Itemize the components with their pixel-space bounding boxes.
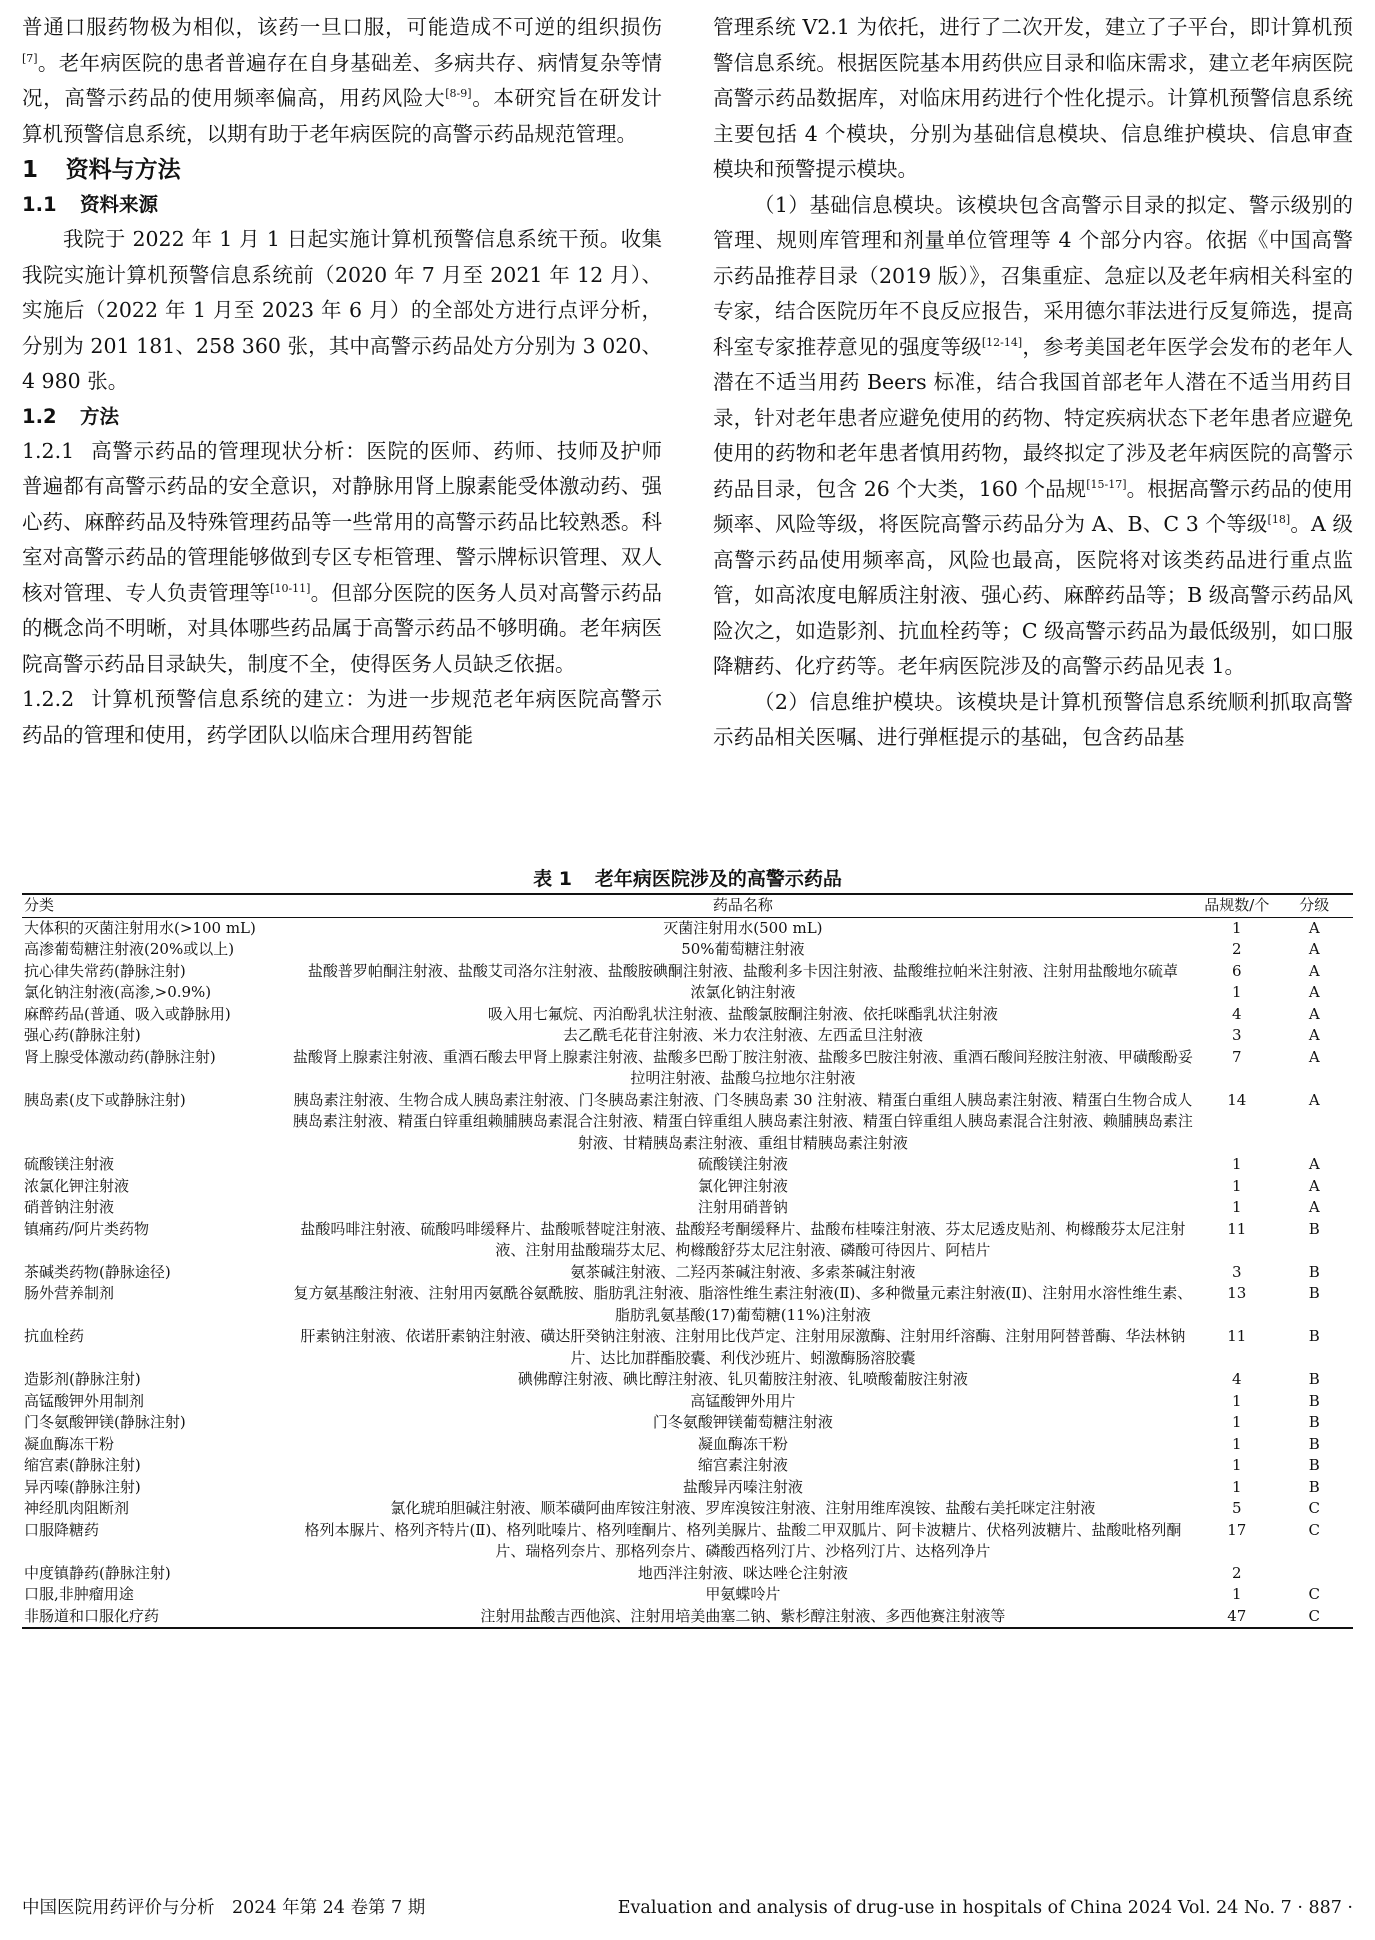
cell-drug-name: 去乙酰毛花苷注射液、米力农注射液、左西孟旦注射液 [562, 1026, 923, 1044]
table-row [22, 1498, 1353, 1520]
table-row [22, 982, 1353, 1004]
table-row [22, 1262, 1353, 1284]
table-row [22, 1219, 1353, 1262]
cell-drug-name: 肝素钠注射液、依诺肝素钠注射液、磺达肝癸钠注射液、注射用比伐芦定、注射用尿激酶、注射用纤溶酶、注射用阿替普酶、华法林钠片、达比加群酯胶囊、利伐沙班片、蚓激酶肠溶胶囊 [300, 1327, 1186, 1367]
cell-grade: A [1308, 940, 1320, 958]
footer-journal-en: Evaluation and analysis of drug-use in hospitals of China 2024 Vol. 24 No. 7 · 887 · [617, 1898, 1353, 1918]
table-row [22, 1391, 1353, 1413]
cell-spec-count: 14 [1227, 1090, 1247, 1109]
cell-category: 硫酸镁注射液 [24, 1155, 115, 1173]
info-maintenance-module-paragraph: （2）信息维护模块。该模块是计算机预警信息系统顺利抓取高警示药品相关医嘱、进行弹框提示的基础，包含药品基 [713, 689, 1353, 749]
section-heading-1-2: 1.2 方法 [22, 404, 119, 428]
table-row [22, 1197, 1353, 1219]
cell-grade: B [1308, 1262, 1320, 1281]
cell-category: 中度镇静药(静脉注射) [24, 1563, 171, 1582]
cell-spec-count: 13 [1227, 1284, 1247, 1302]
cell-category: 胰岛素(皮下或静脉注射) [24, 1090, 186, 1109]
cell-drug-name: 氯化钾注射液 [697, 1176, 788, 1195]
cell-grade: A [1308, 1090, 1320, 1109]
cell-spec-count: 3 [1232, 1262, 1242, 1281]
cell-grade: A [1308, 1047, 1320, 1066]
cell-category: 高渗葡萄糖注射液(20%或以上) [24, 940, 235, 958]
table-row [22, 1584, 1353, 1606]
cell-spec-count: 6 [1232, 961, 1242, 980]
cell-category: 凝血酶冻干粉 [24, 1434, 115, 1453]
table-row [22, 1326, 1353, 1369]
cell-spec-count: 1 [1232, 918, 1242, 937]
cell-category: 茶碱类药物(静脉途径) [24, 1262, 171, 1281]
table-row [22, 1412, 1353, 1434]
cell-drug-name: 碘佛醇注射液、碘比醇注射液、钆贝葡胺注射液、钆喷酸葡胺注射液 [517, 1370, 968, 1388]
cell-spec-count: 1 [1232, 1456, 1242, 1474]
cell-drug-name: 盐酸肾上腺素注射液、重酒石酸去甲肾上腺素注射液、盐酸多巴酚丁胺注射液、盐酸多巴胺注射液、重酒石酸间羟胺注射液、甲磺酸酚妥拉明注射液、盐酸乌拉地尔注射液 [292, 1047, 1193, 1087]
cell-grade: C [1308, 1585, 1321, 1603]
cell-category: 缩宫素(静脉注射) [24, 1456, 141, 1474]
cell-grade: A [1308, 1176, 1320, 1195]
cell-grade: B [1308, 1370, 1320, 1388]
cell-category: 大体积的灭菌注射用水(>100 mL) [24, 918, 256, 937]
cell-category: 门冬氨酸钾镁(静脉注射) [24, 1413, 186, 1431]
table-row [22, 1154, 1353, 1176]
table-row [22, 1047, 1353, 1090]
cell-grade: B [1308, 1327, 1320, 1345]
footer-journal-cn: 中国医院用药评价与分析 2024 年第 24 卷第 7 期 [22, 1898, 426, 1918]
cell-category: 镇痛药/阿片类药物 [24, 1219, 150, 1238]
subsection-1-2-2: 1.2.2 计算机预警信息系统的建立：为进一步规范老年病医院高警示药品的管理和使用，药学团队以临床合理用药智能 [22, 687, 662, 747]
cell-grade: A [1308, 983, 1320, 1001]
basic-info-module-paragraph: （1）基础信息模块。该模块包含高警示目录的拟定、警示级别的管理、规则库管理和剂量单位管理等 4 个部分内容。依据《中国高警示药品推荐目录（2019 版）》，召集重症、急症以及老年病相关科室的专家，结合医院历年不良反应报告，采用德尔菲法进行反复筛选，提高科室专家推荐意见的强度等级[12-14]，参考美国老年医学会发布的老年人潜在不适当用药 Beers 标准，结合我国首部老年人潜在不适当用药目录，针对老年患者应避免使用的药物、特定疾病状态下老年患者应避免使用的药物和老年患者慎用药物，最终拟定了涉及老年病医院的高警示药品目录，包含 26 个大类，160 个品规[15-17]。根据高警示药品的使用频率、风险等级，将医院高警示药品分为 A、B、C 3 个等级[18]。A 级高警示药品使用频率高，风险也最高，医院将对该类药品进行重点监管，如高浓度电解质注射液、强心药、麻醉药品等；B 级高警示药品风险次之，如造影剂、抗血栓药等；C 级高警示药品为最低级别，如口服降糖药、化疗药等。老年病医院涉及的高警示药品见表 1。 [713, 192, 1354, 678]
cell-spec-count: 17 [1227, 1520, 1247, 1539]
table-row [22, 1520, 1353, 1563]
cell-drug-name: 氨茶碱注射液、二羟丙茶碱注射液、多索茶碱注射液 [570, 1262, 916, 1281]
citation[interactable]: [12-14] [981, 335, 1023, 349]
cell-drug-name: 格列本脲片、格列齐特片(Ⅱ)、格列吡嗪片、格列喹酮片、格列美脲片、盐酸二甲双胍片、阿卡波糖片、伏格列波糖片、盐酸吡格列酮片、瑞格列奈片、那格列奈片、磷酸西格列汀片、沙格列汀片、达格列净片 [304, 1520, 1182, 1560]
cell-grade: B [1308, 1434, 1320, 1453]
cell-grade: C [1308, 1520, 1321, 1539]
cell-drug-name: 浓氯化钠注射液 [690, 983, 796, 1001]
table-row [22, 1176, 1353, 1198]
cell-spec-count: 1 [1232, 1585, 1242, 1603]
cell-grade: B [1308, 1413, 1320, 1431]
table-row [22, 1606, 1353, 1629]
cell-spec-count: 1 [1232, 1434, 1242, 1453]
cell-grade: B [1308, 1477, 1320, 1496]
cell-drug-name: 盐酸吗啡注射液、硫酸吗啡缓释片、盐酸哌替啶注射液、盐酸羟考酮缓释片、盐酸布桂嗪注射液、芬太尼透皮贴剂、枸橼酸芬太尼注射液、注射用盐酸瑞芬太尼、枸橼酸舒芬太尼注射液、磷酸可待因片、阿桔片 [300, 1219, 1186, 1259]
cell-grade: C [1308, 1606, 1321, 1625]
cell-category: 麻醉药品(普通、吸入或静脉用) [24, 1004, 231, 1023]
subsection-1-2-1: 1.2.1 高警示药品的管理现状分析：医院的医师、药师、技师及护师普遍都有高警示药品的安全意识，对静脉用肾上腺素能受体激动药、强心药、麻醉药品及特殊管理药品等一些常用的高警示药品比较熟悉。科室对高警示药品的管理能够做到专区专柜管理、警示牌标识管理、双人核对管理、专人负责管理等[10-11]。但部分医院的医务人员对高警示药品的概念尚不明晰，对具体哪些药品属于高警示药品不够明确。老年病医院高警示药品目录缺失，制度不全，使得医务人员缺乏依据。 [22, 438, 663, 676]
cell-category: 氯化钠注射液(高渗,>0.9%) [24, 983, 212, 1001]
citation[interactable]: [7] [22, 51, 38, 65]
table-header-row [22, 894, 1353, 917]
cell-drug-name: 盐酸异丙嗪注射液 [682, 1477, 803, 1496]
cell-spec-count: 5 [1232, 1499, 1242, 1517]
citation[interactable]: [15-17] [1086, 477, 1127, 491]
table-row [22, 917, 1353, 939]
cell-category: 异丙嗪(静脉注射) [24, 1477, 141, 1496]
table-row [22, 1477, 1353, 1499]
cell-grade: A [1308, 1155, 1320, 1173]
cell-grade: B [1308, 1391, 1320, 1410]
cell-drug-name: 吸入用七氟烷、丙泊酚乳状注射液、盐酸氯胺酮注射液、依托咪酯乳状注射液 [487, 1004, 998, 1023]
cell-drug-name: 盐酸普罗帕酮注射液、盐酸艾司洛尔注射液、盐酸胺碘酮注射液、盐酸利多卡因注射液、盐酸维拉帕米注射液、注射用盐酸地尔硫䓬 [307, 961, 1178, 980]
cell-drug-name: 凝血酶冻干粉 [697, 1434, 788, 1453]
cell-spec-count: 11 [1227, 1219, 1247, 1238]
cell-drug-name: 硫酸镁注射液 [697, 1155, 788, 1173]
cell-drug-name: 甲氨蝶呤片 [705, 1585, 781, 1603]
page-footer [22, 1896, 1353, 1920]
cell-spec-count: 3 [1232, 1026, 1242, 1044]
header-grade: 分级 [1276, 894, 1353, 917]
cell-category: 肾上腺受体激动药(静脉注射) [24, 1047, 216, 1066]
cell-drug-name: 灭菌注射用水(500 mL) [663, 918, 823, 937]
citation[interactable]: [10-11] [270, 581, 311, 595]
section-heading-1-1: 1.1 资料来源 [22, 193, 158, 216]
cell-grade: A [1308, 961, 1320, 980]
two-column-body [22, 10, 1353, 866]
citation[interactable]: [8-9] [445, 87, 472, 100]
cell-category: 硝普钠注射液 [24, 1198, 115, 1216]
data-source-paragraph: 我院于 2022 年 1 月 1 日起实施计算机预警信息系统干预。收集我院实施计算机预警信息系统前（2020 年 7 月至 2021 年 12 月）、实施后（2022 年 1 月至 2023 年 6 月）的全部处方进行点评分析，分别为 201 181、258 360 张，其中高警示药品处方分别为 3 020、4 980 张。 [22, 227, 662, 393]
cell-drug-name: 氯化琥珀胆碱注射液、顺苯磺阿曲库铵注射液、罗库溴铵注射液、注射用维库溴铵、盐酸右美托咪定注射液 [390, 1499, 1096, 1517]
table-row [22, 1434, 1353, 1456]
cell-spec-count: 1 [1232, 1155, 1242, 1173]
table-row [22, 1563, 1353, 1585]
cell-drug-name: 缩宫素注射液 [697, 1456, 788, 1474]
table-title: 表 1 老年病医院涉及的高警示药品 [533, 868, 842, 890]
cell-spec-count: 11 [1227, 1327, 1247, 1345]
cell-grade: C [1308, 1499, 1321, 1517]
cell-category: 口服降糖药 [24, 1520, 100, 1539]
cell-drug-name: 50%葡萄糖注射液 [681, 940, 805, 958]
table-row [22, 1004, 1353, 1026]
cell-category: 非肠道和口服化疗药 [24, 1606, 160, 1625]
table-row [22, 1455, 1353, 1477]
cell-drug-name: 胰岛素注射液、生物合成人胰岛素注射液、门冬胰岛素注射液、门冬胰岛素 30 注射液、精蛋白重组人胰岛素注射液、精蛋白生物合成人胰岛素注射液、精蛋白锌重组赖脯胰岛素混合注射液、精蛋白锌重组人胰岛素注射液、精蛋白锌重组人胰岛素混合注射液、赖脯胰岛素注射液、甘精胰岛素注射液、重组甘精胰岛素注射液 [292, 1090, 1193, 1152]
cell-spec-count: 47 [1227, 1606, 1247, 1625]
cell-drug-name: 注射用硝普钠 [697, 1198, 788, 1216]
cell-category: 造影剂(静脉注射) [24, 1370, 141, 1388]
cell-spec-count: 2 [1232, 940, 1242, 958]
cell-drug-name: 复方氨基酸注射液、注射用丙氨酰谷氨酰胺、脂肪乳注射液、脂溶性维生素注射液(Ⅱ)、多种微量元素注射液(Ⅱ)、注射用水溶性维生素、脂肪乳氨基酸(17)葡萄糖(11%)注射液 [293, 1284, 1193, 1324]
cell-spec-count: 4 [1232, 1004, 1242, 1023]
table-body [22, 917, 1353, 1628]
header-spec-count: 品规数/个 [1198, 894, 1275, 917]
cell-category: 高锰酸钾外用制剂 [24, 1391, 145, 1410]
cell-spec-count: 4 [1232, 1370, 1242, 1388]
table-row [22, 939, 1353, 961]
cell-spec-count: 7 [1232, 1047, 1242, 1066]
cell-category: 抗心律失常药(静脉注射) [24, 961, 186, 980]
header-category: 分类 [22, 894, 288, 917]
drug-table [22, 893, 1353, 1629]
header-drug-name: 药品名称 [288, 894, 1198, 917]
cell-spec-count: 1 [1232, 1477, 1242, 1496]
table-row [22, 1369, 1353, 1391]
cell-drug-name: 高锰酸钾外用片 [690, 1391, 796, 1410]
cell-spec-count: 1 [1232, 1198, 1242, 1216]
right-column [713, 10, 1353, 866]
cell-grade: B [1308, 1219, 1320, 1238]
cell-grade: B [1308, 1284, 1320, 1302]
cell-category: 神经肌肉阻断剂 [24, 1499, 130, 1517]
cell-drug-name: 门冬氨酸钾镁葡萄糖注射液 [652, 1413, 833, 1431]
cell-spec-count: 1 [1232, 1391, 1242, 1410]
table-row [22, 961, 1353, 983]
cell-category: 抗血栓药 [24, 1327, 85, 1345]
cell-spec-count: 1 [1232, 983, 1242, 1001]
cell-grade: A [1308, 1004, 1320, 1023]
cell-category: 强心药(静脉注射) [24, 1026, 141, 1044]
table-row [22, 1025, 1353, 1047]
table-row [22, 1283, 1353, 1326]
cell-category: 口服,非肿瘤用途 [24, 1585, 134, 1603]
cell-category: 肠外营养制剂 [24, 1284, 115, 1302]
cell-grade: B [1308, 1456, 1320, 1474]
cell-spec-count: 2 [1232, 1563, 1242, 1582]
section-heading-1: 1 资料与方法 [22, 157, 181, 183]
cell-drug-name: 地西泮注射液、咪达唑仑注射液 [637, 1563, 848, 1582]
intro-paragraph: 普通口服药物极为相似，该药一旦口服，可能造成不可逆的组织损伤[7]。老年病医院的患者普遍存在自身基础差、多病共存、病情复杂等情况，高警示药品的使用频率偏高，用药风险大[8-9]。本研究旨在研发计算机预警信息系统，以期有助于老年病医院的高警示药品规范管理。 [22, 15, 663, 146]
cell-category: 浓氯化钾注射液 [24, 1176, 130, 1195]
citation[interactable]: [18] [1267, 513, 1291, 526]
system-paragraph: 管理系统 V2.1 为依托，进行了二次开发，建立了子平台，即计算机预警信息系统。根据医院基本用药供应目录和临床需求，建立老年病医院高警示药品数据库，对临床用药进行个性化提示。计算机预警信息系统主要包括 4 个模块，分别为基础信息模块、信息维护模块、信息审查模块和预警提示模块。 [713, 15, 1353, 181]
cell-spec-count: 1 [1232, 1413, 1242, 1431]
cell-grade: A [1308, 918, 1320, 937]
table-row [22, 1090, 1353, 1155]
cell-grade: A [1308, 1026, 1320, 1044]
cell-grade: A [1308, 1198, 1320, 1216]
cell-drug-name: 注射用盐酸吉西他滨、注射用培美曲塞二钠、紫杉醇注射液、多西他赛注射液等 [480, 1606, 1006, 1625]
cell-spec-count: 1 [1232, 1176, 1242, 1195]
left-column [22, 10, 662, 866]
cell-grade [1276, 1563, 1353, 1585]
